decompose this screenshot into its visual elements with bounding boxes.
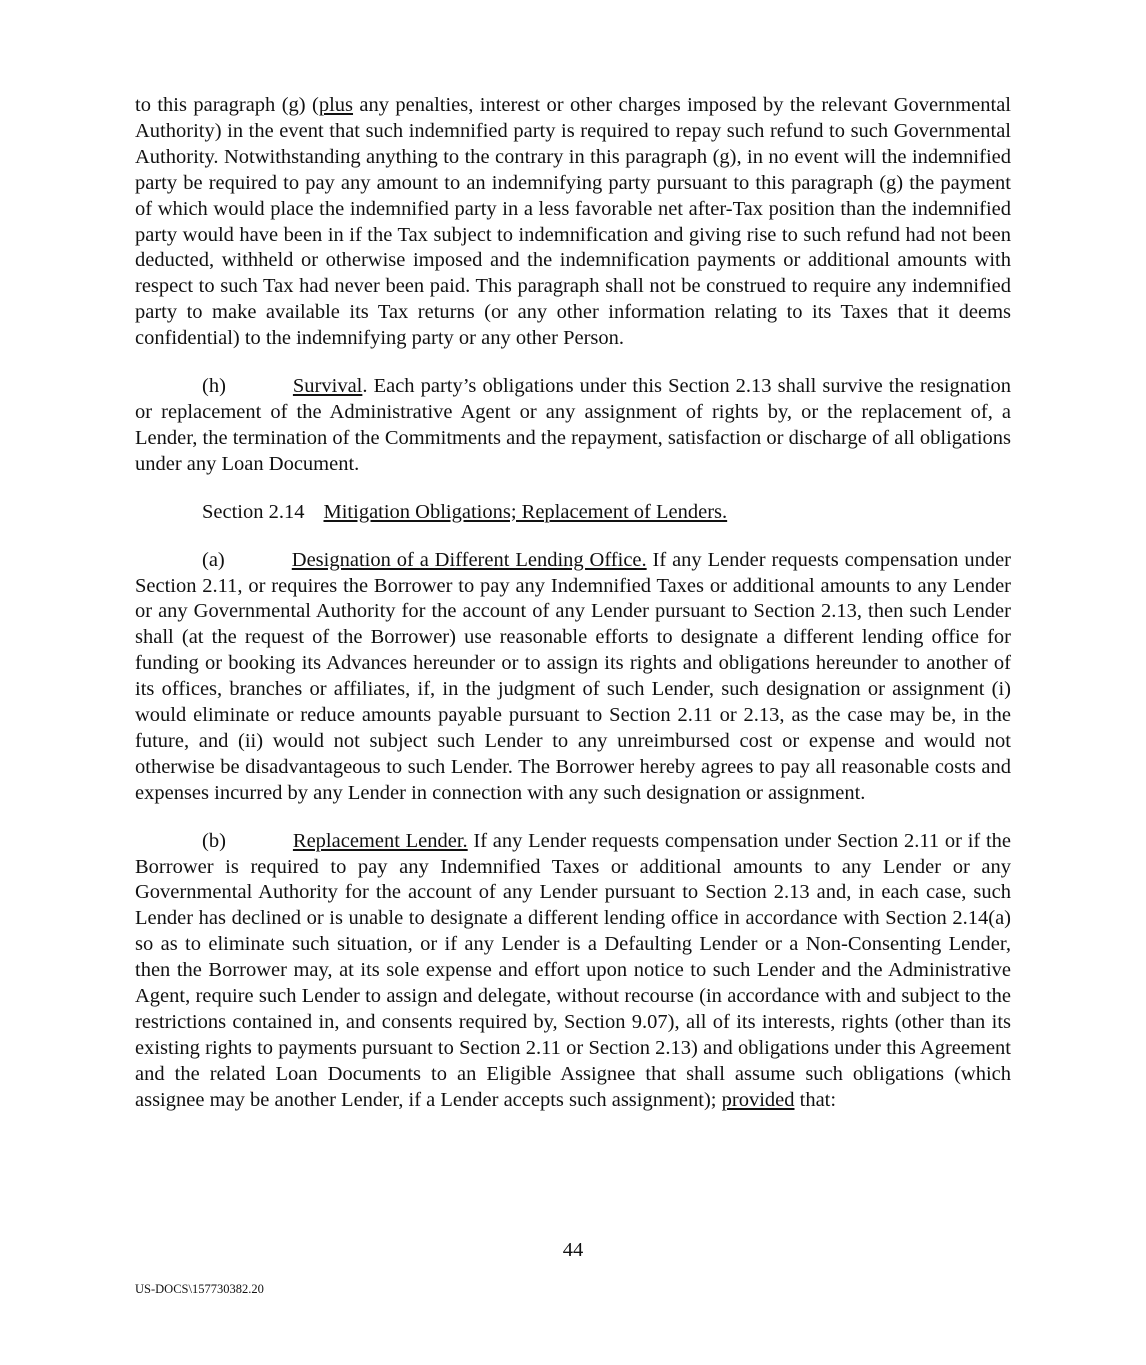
clause-heading-designation: Designation of a Different Lending Office. <box>291 548 647 571</box>
clause-label-b: (b) <box>202 829 226 852</box>
p1-text-rest: any penalties, interest or other charges imposed by the relevant Governmental Authority) in the event that such indemnified party is required to repay such refund to such Governmental Authority. Notwithstanding anything to the contrary in this paragraph (g), in no event will the indemnified party be required to pay any amount to an indemnifying party pursuant to this paragraph (g) the payment of which would place the indemnified party in a less favorable net after-Tax position than the indemnified party would have been in if the Tax subject to indemnification and giving rise to such refund had not been deducted, withheld or otherwise imposed and the indemnification payments or additional amounts with respect to such Tax had never been paid. This paragraph shall not be construed to require any indemnified party to make available its Tax returns (or any other information relating to its Taxes that it deems confidential) to the indemnifying party or any other Person. <box>135 94 1011 350</box>
document-page <box>135 93 1011 1136</box>
clause-text-h: . Each party’s obligations under this Section 2.13 shall survive the resignation or replacement of the Administrative Agent or any assignment of rights by, or the replacement of, a Lender, the termination of the Commitments and the repayment, satisfaction or discharge of all obligations under any Loan Document. <box>135 375 1011 475</box>
section-number: Section 2.14 <box>202 500 305 523</box>
clause-text-b: If any Lender requests compensation under Section 2.11 or if the Borrower is required to pay any Indemnified Taxes or additional amounts to any Lender or any Governmental Authority for the account of any Lender pursuant to Section 2.13 and, in each case, such Lender has declined or is unable to designate a different lending office in accordance with Section 2.14(a) so as to eliminate such situation, or if any Lender is a Defaulting Lender or a Non-Consenting Lender, then the Borrower may, at its sole expense and effort upon notice to such Lender and the Administrative Agent, require such Lender to assign and delegate, without recourse (in accordance with and subject to the restrictions contained in, and consents required by, Section 9.07), all of its interests, rights (other than its existing rights to payments pursuant to Section 2.11 or Section 2.13) and obligations under this Agreement and the related Loan Documents to an Eligible Assignee that shall assume such obligations (which assignee may be another Lender, if a Lender accepts such assignment); <box>135 829 1011 1111</box>
paragraph-a-designation <box>135 548 1011 807</box>
clause-label-h: (h) <box>202 375 226 398</box>
clause-text-a: If any Lender requests compensation under Section 2.11, or requires the Borrower to pay any Indemnified Taxes or additional amounts to any Lender or any Governmental Authority for the account of any Lender pursuant to Section 2.13, then such Lender shall (at the request of the Borrower) use reasonable efforts to designate a different lending office for funding or booking its Advances hereunder or to assign its rights and obligations hereunder to another of its offices, branches or affiliates, if, in the judgment of such Lender, such designation or assignment (i) would eliminate or reduce amounts payable pursuant to Section 2.11 or 2.13, as the case may be, in the future, and (ii) would not subject such Lender to any unreimbursed cost or expense and would not otherwise be disadvantageous to such Lender. The Borrower hereby agrees to pay all reasonable costs and expenses incurred by any Lender in connection with any such designation or assignment. <box>135 548 1011 804</box>
clause-label-a: (a) <box>202 548 225 571</box>
section-heading-2-14 <box>135 500 1011 526</box>
p1-text-start: to this paragraph (g) ( <box>135 94 319 116</box>
clause-heading-survival: Survival <box>292 375 363 398</box>
clause-heading-replacement: Replacement Lender. <box>292 829 468 852</box>
section-title: Mitigation Obligations; Replacement of Lenders. <box>323 500 728 523</box>
paragraph-h-survival <box>135 374 1011 478</box>
plus-underlined: plus <box>318 94 354 116</box>
paragraph-g-continuation <box>135 93 1011 352</box>
clause-tail-b: that: <box>794 1088 837 1111</box>
document-id: US-DOCS\157730382.20 <box>135 1282 264 1296</box>
page-number: 44 <box>562 1239 584 1261</box>
provided-underlined: provided <box>721 1088 795 1111</box>
paragraph-b-replacement <box>135 829 1011 1114</box>
